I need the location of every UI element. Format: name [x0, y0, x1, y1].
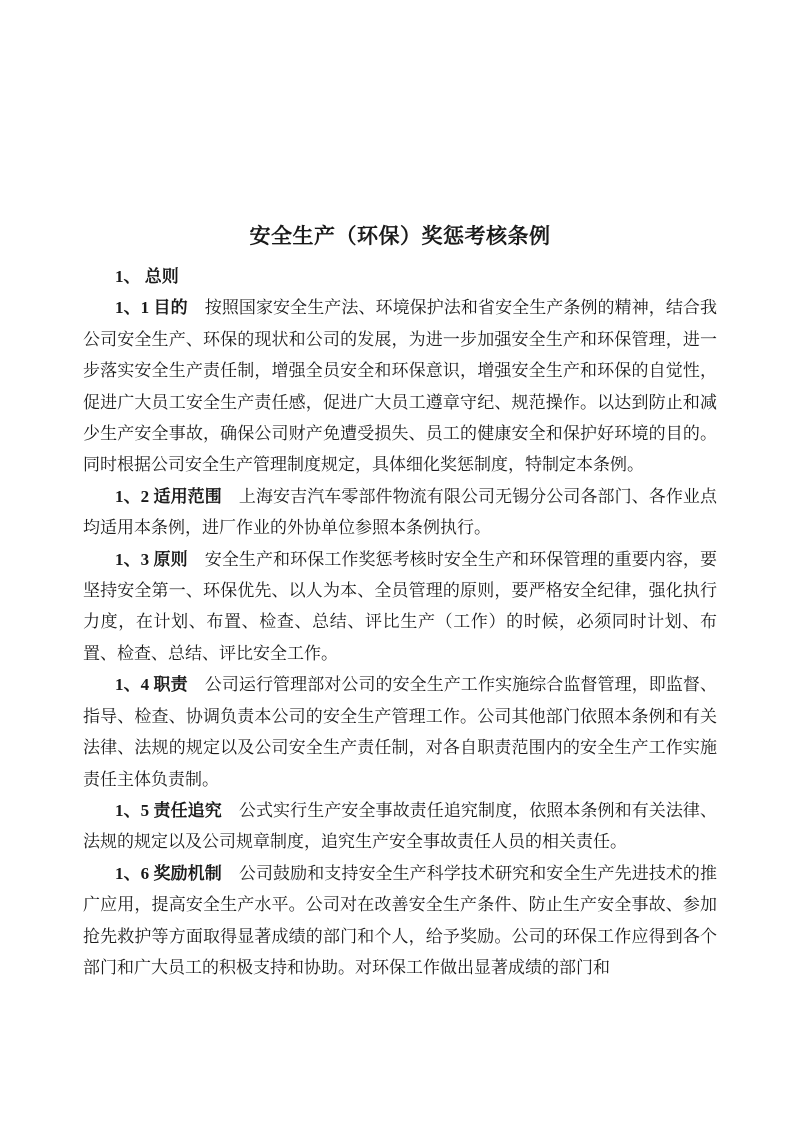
paragraph-text: 公司鼓励和支持安全生产科学技术研究和安全生产先进技术的推广应用，提高安全生产水平。公司对在改善安全生产条件、防止生产安全事故、参加抢先救护等方面取得显著成绩的部门和个人，给予奖励。公司的环保工作应得到各个部门和广大员工的积极支持和协助。对环保工作做出显著成绩的部门和 — [83, 863, 718, 977]
document-title: 安全生产（环保）奖惩考核条例 — [249, 224, 551, 248]
paragraph-1-4-responsibilities — [83, 669, 717, 795]
paragraph-1-2-scope — [83, 481, 717, 544]
paragraph-label: 1、3 原则 — [115, 549, 205, 569]
paragraph-text: 上海安吉汽车零部件物流有限公司无锡分公司各部门、各作业点均适用本条例，进厂作业的外协单位参照本条例执行。 — [83, 486, 718, 538]
paragraph-label: 1、5 责任追究 — [115, 800, 239, 820]
document-body — [83, 221, 717, 983]
paragraph-general-rules — [83, 261, 717, 292]
paragraph-label: 1、4 职责 — [115, 675, 205, 695]
paragraph-1-6-reward-mechanism — [83, 858, 717, 984]
paragraph-1-3-principles — [83, 544, 717, 670]
paragraph-text: 公式实行生产安全事故责任追究制度，依照本条例和有关法律、法规的规定以及公司规章制度，追究生产安全事故责任人员的相关责任。 — [83, 800, 718, 852]
paragraph-1-5-accountability — [83, 795, 717, 858]
paragraph-text: 安全生产和环保工作奖惩考核时安全生产和环保管理的重要内容，要坚持安全第一、环保优先、以人为本、全员管理的原则，要严格安全纪律，强化执行力度，在计划、布置、检查、总结、评比生产（工作）的时候，必须同时计划、布置、检查、总结、评比安全工作。 — [83, 549, 718, 663]
paragraph-label: 1、2 适用范围 — [115, 486, 239, 506]
paragraph-text: 按照国家安全生产法、环境保护法和省安全生产条例的精神，结合我公司安全生产、环保的现状和公司的发展，为进一步加强安全生产和环保管理，进一步落实安全生产责任制，增强全员安全和环保意识，增强安全生产和环保的自觉性，促进广大员工安全生产责任感，促进广大员工遵章守纪、规范操作。以达到防止和减少生产安全事故，确保公司财产免遭受损失、员工的健康安全和保护好环境的目的。同时根据公司安全生产管理制度规定，具体细化奖惩制度，特制定本条例。 — [83, 298, 718, 475]
paragraph-1-1-purpose — [83, 292, 717, 480]
paragraph-text: 公司运行管理部对公司的安全生产工作实施综合监督管理，即监督、指导、检查、协调负责本公司的安全生产管理工作。公司其他部门依照本条例和有关法律、法规的规定以及公司安全生产责任制，对各自职责范围内的安全生产工作实施责任主体负责制。 — [83, 675, 718, 789]
paragraph-label: 1、6 奖励机制 — [115, 863, 239, 883]
paragraph-label: 1、1 目的 — [115, 298, 205, 318]
paragraph-label: 1、 总则 — [115, 267, 179, 286]
